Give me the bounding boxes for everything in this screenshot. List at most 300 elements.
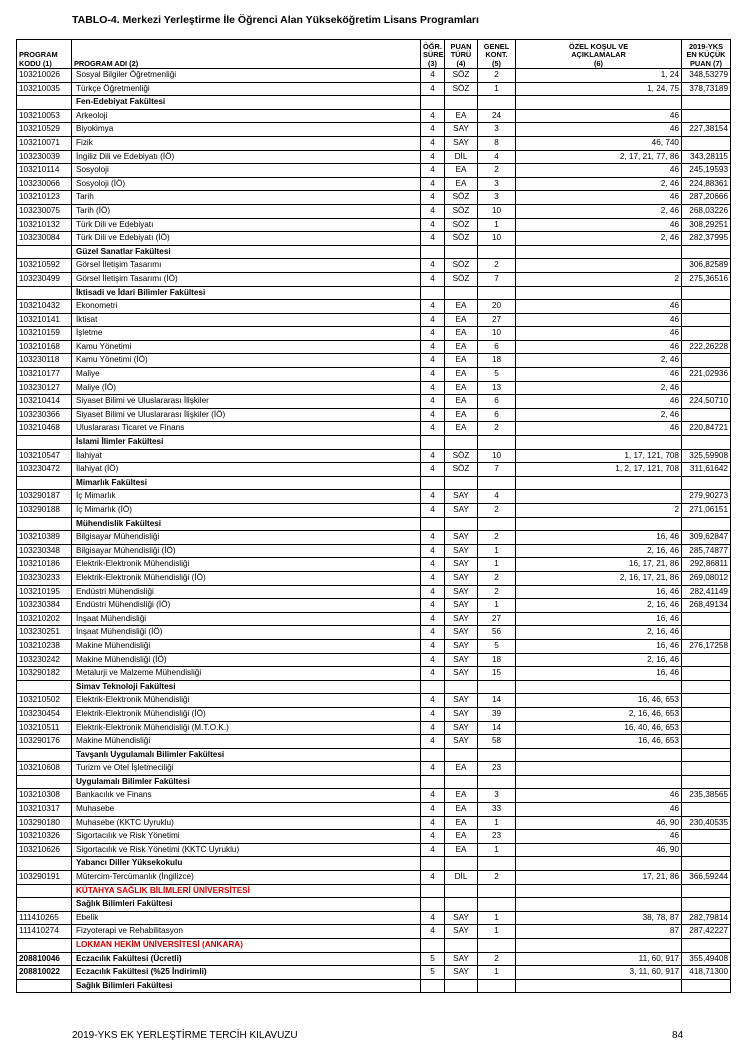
duration-cell: 4 [421,232,445,246]
min-score-cell: 309,62847 [682,531,731,545]
quota-cell [478,857,516,871]
table-header-row [17,40,731,69]
university-row [17,884,731,898]
score-type-cell: SAY [445,531,478,545]
program-code-cell: 103210626 [17,843,72,857]
program-code-cell: 103210511 [17,721,72,735]
faculty-row [17,748,731,762]
duration-cell [421,939,445,953]
faculty-row [17,476,731,490]
conditions-cell: 46 [516,830,682,844]
table-row [17,667,731,681]
program-name-cell: Sosyoloji [72,164,421,178]
conditions-cell: 2, 46 [516,177,682,191]
program-code-cell: 103290176 [17,735,72,749]
faculty-row [17,286,731,300]
conditions-cell: 2, 16, 46 [516,544,682,558]
conditions-cell: 2, 46 [516,408,682,422]
program-name-cell: İnşaat Mühendisliği [72,612,421,626]
conditions-cell: 2, 46 [516,232,682,246]
quota-cell: 23 [478,830,516,844]
table-row [17,449,731,463]
program-name-cell: Güzel Sanatlar Fakültesi [72,245,421,259]
duration-cell: 4 [421,830,445,844]
program-name-cell: Türk Dili ve Edebiyatı (İÖ) [72,232,421,246]
min-score-cell [682,612,731,626]
min-score-cell: 222,26228 [682,340,731,354]
conditions-cell: 16, 17, 21, 86 [516,558,682,572]
min-score-cell [682,775,731,789]
duration-cell: 4 [421,544,445,558]
program-code-cell: 103210202 [17,612,72,626]
score-type-cell: EA [445,395,478,409]
duration-cell [421,476,445,490]
quota-cell [478,939,516,953]
program-code-cell: 103230084 [17,232,72,246]
program-name-cell: İktisadi ve İdari Bilimler Fakültesi [72,286,421,300]
min-score-cell: 282,41149 [682,585,731,599]
min-score-cell [682,939,731,953]
program-name-cell: Elektrik-Elektronik Mühendisliği [72,558,421,572]
min-score-cell [682,667,731,681]
quota-cell: 14 [478,694,516,708]
min-score-cell: 268,03226 [682,204,731,218]
min-score-cell: 348,53279 [682,69,731,83]
program-code-cell: 103290191 [17,871,72,885]
quota-cell: 3 [478,123,516,137]
program-code-cell: 103210592 [17,259,72,273]
quota-cell [478,884,516,898]
program-name-cell: Endüstri Mühendisliği (İÖ) [72,599,421,613]
score-type-cell: SÖZ [445,191,478,205]
duration-cell: 4 [421,871,445,885]
conditions-cell: 2, 16, 46 [516,653,682,667]
score-type-cell: DİL [445,871,478,885]
program-name-cell: İç Mimarlık [72,490,421,504]
table-row [17,327,731,341]
quota-cell: 6 [478,340,516,354]
conditions-cell: 16, 46, 653 [516,735,682,749]
program-code-cell: 103290180 [17,816,72,830]
duration-cell [421,775,445,789]
conditions-cell [516,898,682,912]
program-code-cell: 103210071 [17,136,72,150]
score-type-cell: SÖZ [445,204,478,218]
program-name-cell: Biyokimya [72,123,421,137]
quota-cell: 27 [478,612,516,626]
conditions-cell: 16, 46, 653 [516,694,682,708]
program-code-cell: 103210141 [17,313,72,327]
program-name-cell: Sigortacılık ve Risk Yönetimi [72,830,421,844]
score-type-cell: SÖZ [445,259,478,273]
score-type-cell: EA [445,843,478,857]
table-row [17,259,731,273]
quota-cell: 18 [478,653,516,667]
duration-cell [421,857,445,871]
table-row [17,82,731,96]
quota-cell: 4 [478,490,516,504]
conditions-cell: 46 [516,803,682,817]
table-row [17,354,731,368]
conditions-cell: 16, 46 [516,639,682,653]
program-code-cell: 103230066 [17,177,72,191]
quota-cell: 10 [478,327,516,341]
program-code-cell [17,857,72,871]
program-name-cell: Kamu Yönetimi [72,340,421,354]
quota-cell: 24 [478,109,516,123]
min-score-cell [682,830,731,844]
program-code-cell [17,748,72,762]
program-name-cell: Bilgisayar Mühendisliği [72,531,421,545]
table-row [17,123,731,137]
duration-cell: 4 [421,504,445,518]
min-score-cell: 311,61642 [682,463,731,477]
program-code-cell: 103210468 [17,422,72,436]
quota-cell: 14 [478,721,516,735]
table-row [17,707,731,721]
program-code-cell: 103210317 [17,803,72,817]
quota-cell: 20 [478,300,516,314]
quota-cell [478,245,516,259]
table-row [17,803,731,817]
program-code-cell: 103210035 [17,82,72,96]
program-name-cell: Makine Mühendisliği [72,735,421,749]
score-type-cell [445,775,478,789]
score-type-cell [445,245,478,259]
table-row [17,694,731,708]
program-code-cell: 103210195 [17,585,72,599]
faculty-row [17,775,731,789]
min-score-cell: 282,79814 [682,911,731,925]
program-name-cell: Siyaset Bilimi ve Uluslararası İlişkiler (İÖ) [72,408,421,422]
score-type-cell: SAY [445,707,478,721]
min-score-cell [682,109,731,123]
min-score-cell [682,245,731,259]
program-name-cell: İşletme [72,327,421,341]
program-code-cell: 103230233 [17,571,72,585]
duration-cell: 4 [421,599,445,613]
quota-cell: 7 [478,463,516,477]
score-type-cell: SÖZ [445,69,478,83]
program-name-cell: Siyaset Bilimi ve Uluslararası İlişkiler [72,395,421,409]
duration-cell: 4 [421,911,445,925]
conditions-cell [516,517,682,531]
score-type-cell: EA [445,789,478,803]
duration-cell: 4 [421,571,445,585]
program-name-cell: Görsel İletişim Tasarımı (İÖ) [72,272,421,286]
duration-cell: 4 [421,136,445,150]
program-name-cell: Makine Mühendisliği [72,639,421,653]
table-row [17,191,731,205]
score-type-cell: SAY [445,911,478,925]
conditions-cell: 1, 24, 75 [516,82,682,96]
program-code-cell: 111410265 [17,911,72,925]
duration-cell [421,436,445,450]
score-type-cell: SAY [445,667,478,681]
program-code-cell: 103210123 [17,191,72,205]
score-type-cell: EA [445,422,478,436]
program-code-cell [17,517,72,531]
quota-cell [478,96,516,110]
duration-cell: 4 [421,612,445,626]
program-code-cell: 103210529 [17,123,72,137]
quota-cell: 1 [478,925,516,939]
conditions-cell: 1, 2, 17, 121, 708 [516,463,682,477]
duration-cell [421,898,445,912]
score-type-cell: SAY [445,735,478,749]
min-score-cell [682,707,731,721]
table-row [17,300,731,314]
table-row [17,531,731,545]
conditions-cell: 1, 17, 121, 708 [516,449,682,463]
duration-cell: 4 [421,735,445,749]
min-score-cell: 245,19593 [682,164,731,178]
program-name-cell: Maliye [72,368,421,382]
program-code-cell: 103230454 [17,707,72,721]
program-name-cell: Endüstri Mühendisliği [72,585,421,599]
score-type-cell: SAY [445,558,478,572]
table-row [17,109,731,123]
program-code-cell: 103210502 [17,694,72,708]
min-score-cell: 224,50710 [682,395,731,409]
score-type-cell: EA [445,381,478,395]
table-row [17,490,731,504]
min-score-cell [682,721,731,735]
min-score-cell [682,476,731,490]
min-score-cell [682,354,731,368]
quota-cell: 10 [478,449,516,463]
min-score-cell: 378,73189 [682,82,731,96]
conditions-cell: 16, 46 [516,585,682,599]
header-score-type: PUAN TÜRÜ (4) [445,40,478,69]
conditions-cell: 46, 90 [516,816,682,830]
score-type-cell: SAY [445,612,478,626]
table-row [17,639,731,653]
table-row [17,422,731,436]
duration-cell: 4 [421,69,445,83]
program-name-cell: Sağlık Bilimleri Fakültesi [72,898,421,912]
conditions-cell: 16, 46 [516,667,682,681]
program-code-cell: 103230075 [17,204,72,218]
score-type-cell: EA [445,313,478,327]
min-score-cell [682,653,731,667]
min-score-cell [682,843,731,857]
table-row [17,599,731,613]
score-type-cell [445,517,478,531]
duration-cell: 4 [421,789,445,803]
table-row [17,871,731,885]
conditions-cell [516,939,682,953]
program-code-cell: 103230251 [17,626,72,640]
program-name-cell: Muhasebe (KKTC Uyruklu) [72,816,421,830]
program-code-cell: 111410274 [17,925,72,939]
min-score-cell: 308,29251 [682,218,731,232]
score-type-cell: SÖZ [445,218,478,232]
table-row [17,558,731,572]
table-row [17,381,731,395]
min-score-cell: 287,20666 [682,191,731,205]
program-code-cell: 103230499 [17,272,72,286]
program-code-cell: 103210432 [17,300,72,314]
score-type-cell: SAY [445,571,478,585]
duration-cell [421,286,445,300]
duration-cell: 4 [421,707,445,721]
table-row [17,843,731,857]
duration-cell: 4 [421,218,445,232]
duration-cell: 4 [421,259,445,273]
quota-cell: 2 [478,585,516,599]
duration-cell [421,680,445,694]
program-code-cell [17,939,72,953]
conditions-cell: 46, 740 [516,136,682,150]
program-name-cell: Tavşanlı Uygulamalı Bilimler Fakültesi [72,748,421,762]
conditions-cell [516,259,682,273]
table-row [17,585,731,599]
program-name-cell: Fizyoterapi ve Rehabilitasyon [72,925,421,939]
conditions-cell [516,436,682,450]
conditions-cell [516,680,682,694]
conditions-cell: 16, 46 [516,531,682,545]
duration-cell: 4 [421,816,445,830]
score-type-cell [445,898,478,912]
header-conditions: ÖZEL KOŞUL VE AÇIKLAMALAR (6) [516,40,682,69]
quota-cell: 15 [478,667,516,681]
min-score-cell [682,762,731,776]
table-row [17,69,731,83]
quota-cell: 1 [478,218,516,232]
min-score-cell: 343,28115 [682,150,731,164]
program-code-cell: 103210326 [17,830,72,844]
program-name-cell: Maliye (İÖ) [72,381,421,395]
min-score-cell [682,626,731,640]
duration-cell: 4 [421,639,445,653]
footer-guide-title: 2019-YKS EK YERLEŞTİRME TERCİH KILAVUZU [72,1030,298,1041]
min-score-cell: 282,37995 [682,232,731,246]
duration-cell: 4 [421,395,445,409]
quota-cell: 3 [478,191,516,205]
quota-cell: 6 [478,395,516,409]
program-name-cell: Fizik [72,136,421,150]
quota-cell [478,775,516,789]
program-code-cell: 103230127 [17,381,72,395]
program-name-cell: Metalurji ve Malzeme Mühendisliği [72,667,421,681]
min-score-cell [682,803,731,817]
table-row [17,313,731,327]
program-name-cell: İktisat [72,313,421,327]
table-row [17,721,731,735]
score-type-cell [445,857,478,871]
conditions-cell [516,96,682,110]
program-name-cell: İlahiyat [72,449,421,463]
program-code-cell [17,898,72,912]
table-row [17,925,731,939]
quota-cell: 5 [478,639,516,653]
header-program-code: PROGRAM KODU (1) [17,40,72,69]
duration-cell: 4 [421,164,445,178]
min-score-cell: 325,59908 [682,449,731,463]
program-code-cell: 103210238 [17,639,72,653]
duration-cell: 4 [421,381,445,395]
table-row [17,177,731,191]
duration-cell: 4 [421,463,445,477]
score-type-cell: SAY [445,490,478,504]
conditions-cell [516,775,682,789]
program-code-cell: 103210026 [17,69,72,83]
score-type-cell: SAY [445,925,478,939]
program-name-cell: Kamu Yönetimi (İÖ) [72,354,421,368]
conditions-cell: 46 [516,218,682,232]
score-type-cell: SAY [445,136,478,150]
program-name-cell: İngiliz Dili ve Edebiyatı (İÖ) [72,150,421,164]
quota-cell: 3 [478,177,516,191]
program-name-cell: Sosyal Bilgiler Öğretmenliği [72,69,421,83]
quota-cell: 1 [478,816,516,830]
quota-cell: 18 [478,354,516,368]
score-type-cell: EA [445,340,478,354]
conditions-cell: 2, 16, 46, 653 [516,707,682,721]
score-type-cell: SÖZ [445,463,478,477]
score-type-cell: SAY [445,639,478,653]
quota-cell: 56 [478,626,516,640]
table-row [17,272,731,286]
duration-cell: 4 [421,340,445,354]
conditions-cell [516,476,682,490]
duration-cell: 4 [421,422,445,436]
min-score-cell: 235,38565 [682,789,731,803]
program-code-cell: 208810022 [17,966,72,980]
program-name-cell: Elektrik-Elektronik Mühendisliği (İÖ) [72,707,421,721]
min-score-cell: 306,82589 [682,259,731,273]
quota-cell [478,979,516,993]
program-name-cell: Elektrik-Elektronik Mühendisliği (İÖ) [72,571,421,585]
program-code-cell: 103230384 [17,599,72,613]
program-name-cell: Elektrik-Elektronik Mühendisliği (M.T.O.K.) [72,721,421,735]
duration-cell: 4 [421,762,445,776]
score-type-cell: SAY [445,585,478,599]
program-name-cell: Arkeoloji [72,109,421,123]
table-row [17,762,731,776]
quota-cell [478,436,516,450]
program-code-cell: 103210414 [17,395,72,409]
duration-cell: 4 [421,721,445,735]
duration-cell: 4 [421,327,445,341]
duration-cell: 5 [421,952,445,966]
duration-cell: 4 [421,272,445,286]
min-score-cell [682,979,731,993]
program-name-cell: Mühendislik Fakültesi [72,517,421,531]
faculty-row [17,245,731,259]
table-row [17,789,731,803]
conditions-cell: 46 [516,109,682,123]
table-row [17,952,731,966]
min-score-cell: 224,88361 [682,177,731,191]
faculty-row [17,436,731,450]
score-type-cell: EA [445,354,478,368]
score-type-cell [445,286,478,300]
quota-cell: 2 [478,69,516,83]
score-type-cell: SÖZ [445,232,478,246]
conditions-cell: 2, 46 [516,381,682,395]
program-name-cell: Eczacılık Fakültesi (Ücretli) [72,952,421,966]
quota-cell: 13 [478,381,516,395]
program-code-cell: 103210308 [17,789,72,803]
conditions-cell: 46 [516,395,682,409]
conditions-cell: 2, 46 [516,354,682,368]
duration-cell [421,748,445,762]
program-name-cell: İnşaat Mühendisliği (İÖ) [72,626,421,640]
min-score-cell: 285,74877 [682,544,731,558]
conditions-cell: 87 [516,925,682,939]
